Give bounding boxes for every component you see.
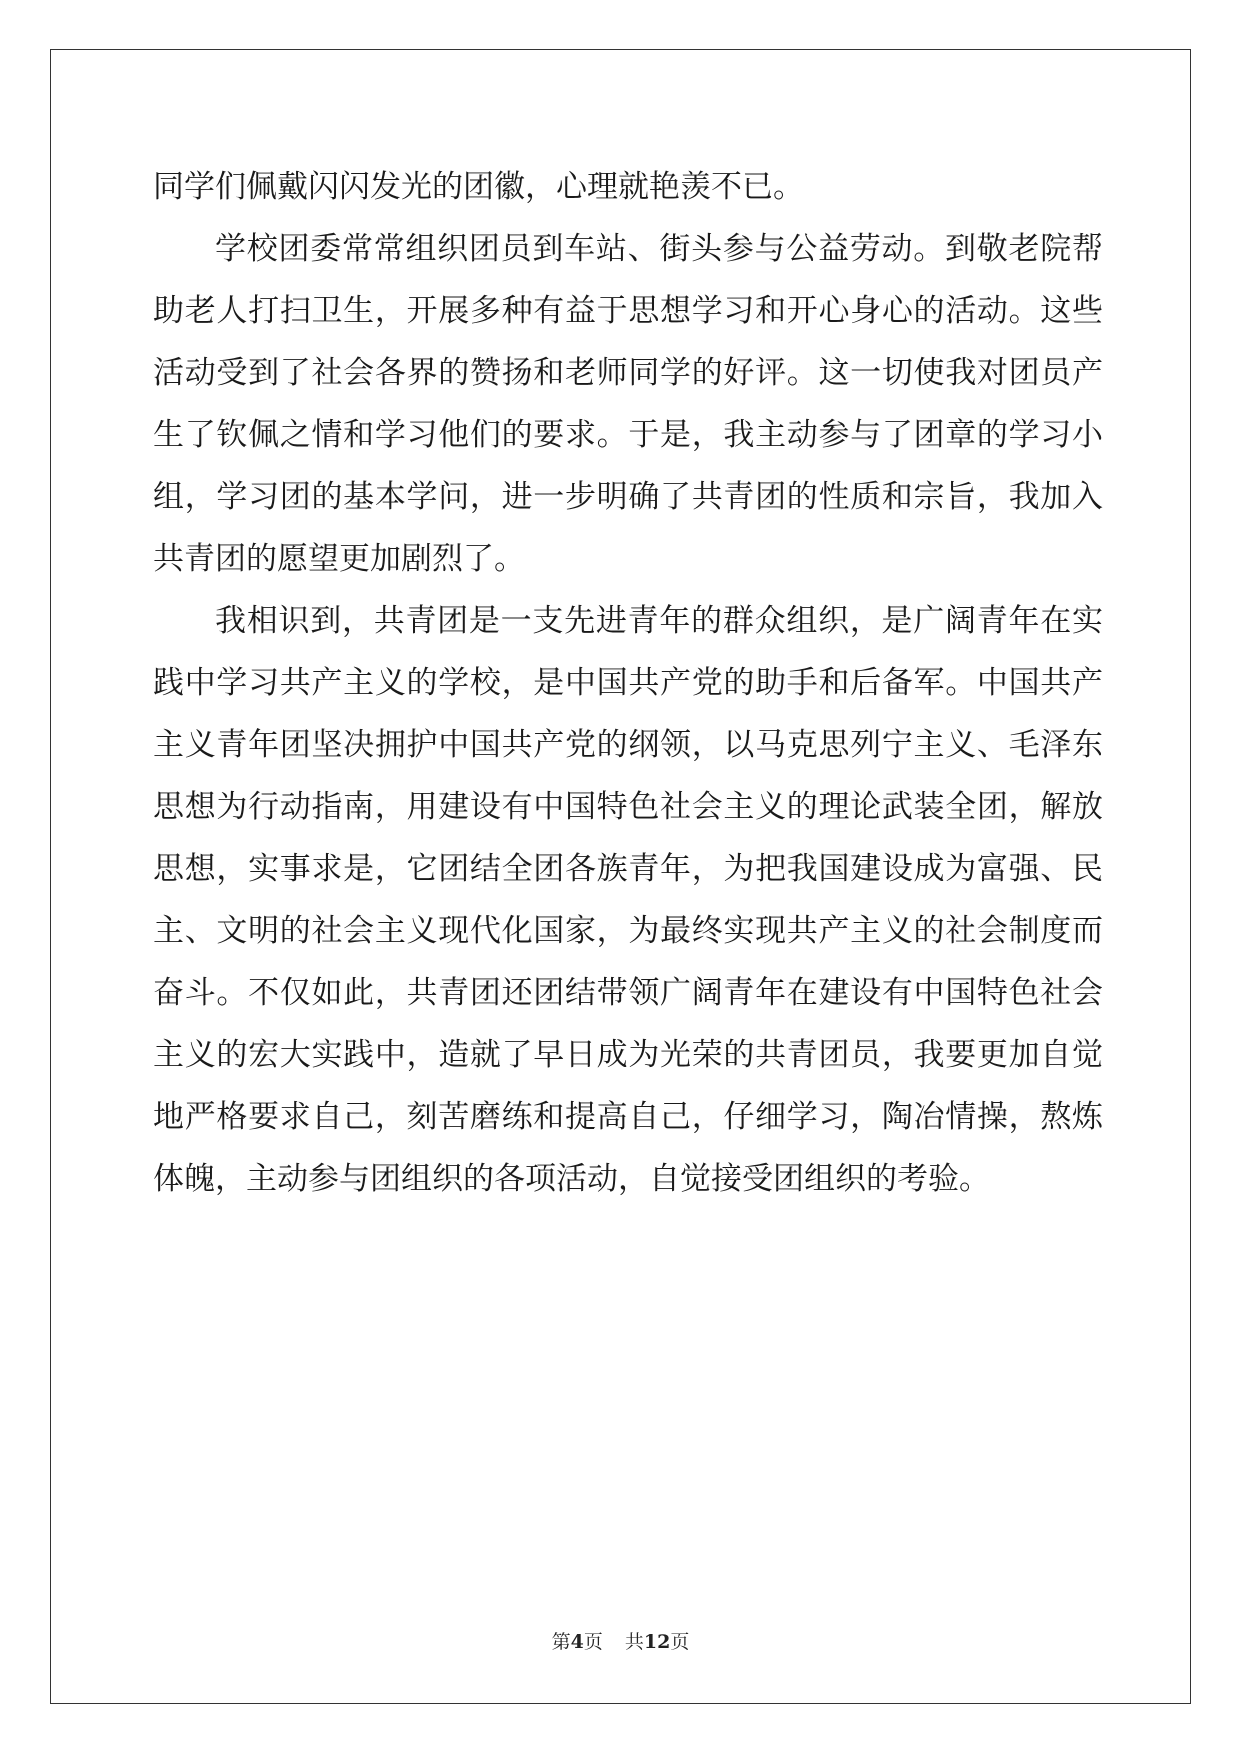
text-line: 活动受到了社会各界的赞扬和老师同学的好评。这一切使我对团员产 — [153, 355, 1103, 391]
page-footer — [0, 1627, 1241, 1654]
total-suffix: 页 — [670, 1631, 690, 1653]
text-line: 生了钦佩之情和学习他们的要求。于是，我主动参与了团章的学习小 — [153, 417, 1103, 453]
text-line: 体魄，主动参与团组织的各项活动，自觉接受团组织的考验。 — [153, 1161, 990, 1197]
text-line: 践中学习共产主义的学校，是中国共产党的助手和后备军。中国共产 — [153, 665, 1103, 701]
text-line: 助老人打扫卫生，开展多种有益于思想学习和开心身心的活动。这些 — [153, 293, 1103, 329]
paragraph — [153, 590, 1103, 1210]
paragraph — [153, 218, 1103, 590]
total-pages: 12 — [643, 1631, 671, 1653]
text-line: 主义的宏大实践中，造就了早日成为光荣的共青团员，我要更加自觉 — [153, 1037, 1103, 1073]
total-prefix: 共 — [624, 1631, 644, 1653]
text-line: 主、文明的社会主义现代化国家，为最终实现共产主义的社会制度而 — [153, 913, 1103, 949]
text-line: 思想为行动指南，用建设有中国特色社会主义的理论武装全团，解放 — [153, 789, 1103, 825]
document-body — [153, 156, 1103, 1210]
text-line: 思想，实事求是，它团结全团各族青年，为把我国建设成为富强、民 — [153, 851, 1103, 887]
text-line: 共青团的愿望更加剧烈了。 — [153, 541, 525, 577]
text-line: 组，学习团的基本学问，进一步明确了共青团的性质和宗旨，我加入 — [153, 479, 1103, 515]
paragraph — [153, 156, 1103, 218]
page-suffix: 页 — [583, 1631, 603, 1653]
page-number: 4 — [570, 1631, 584, 1653]
text-line: 地严格要求自己，刻苦磨练和提高自己，仔细学习，陶冶情操，熬炼 — [153, 1099, 1103, 1135]
text-line: 奋斗。不仅如此，共青团还团结带领广阔青年在建设有中国特色社会 — [153, 975, 1103, 1011]
text-line: 同学们佩戴闪闪发光的团徽，心理就艳羡不已。 — [153, 169, 804, 205]
text-line: 主义青年团坚决拥护中国共产党的纲领，以马克思列宁主义、毛泽东 — [153, 727, 1103, 763]
text-line: 学校团委常常组织团员到车站、街头参与公益劳动。到敬老院帮 — [215, 231, 1103, 267]
page-prefix: 第 — [551, 1631, 571, 1653]
text-line: 我相识到，共青团是一支先进青年的群众组织，是广阔青年在实 — [215, 603, 1103, 639]
